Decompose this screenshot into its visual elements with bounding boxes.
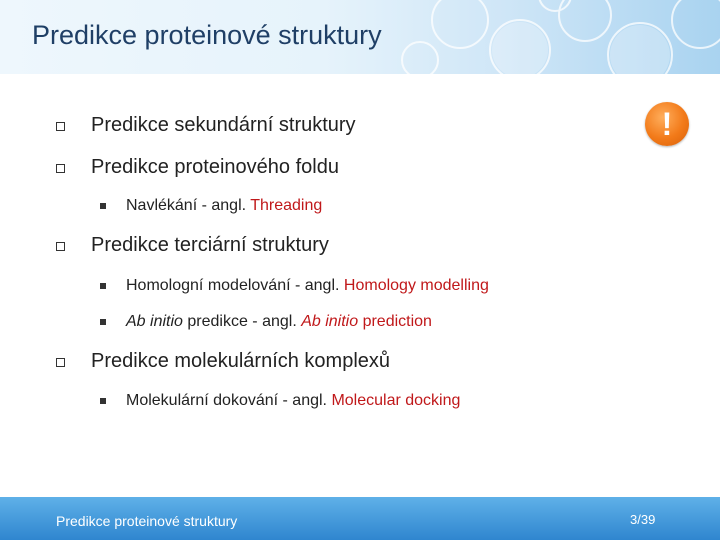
- checkbox-bullet-icon: [56, 122, 65, 131]
- list-item-label: Predikce molekulárních komplexů: [91, 350, 391, 372]
- english-term: Molecular docking: [331, 392, 461, 409]
- list-item-label: Predikce proteinového foldu: [91, 156, 339, 178]
- english-term: Threading: [250, 197, 323, 214]
- bubbles-decoration: [400, 0, 720, 74]
- footer-title: Predikce proteinové struktury: [56, 513, 238, 529]
- checkbox-bullet-icon: [56, 242, 65, 251]
- exclamation-icon: !: [645, 102, 689, 146]
- english-term: Ab initio prediction: [301, 313, 432, 330]
- square-bullet-icon: [100, 319, 106, 325]
- list-item-label: Predikce sekundární struktury: [91, 114, 356, 136]
- page-title: Predikce proteinové struktury: [32, 20, 382, 50]
- sub-item-label: predikce - angl.: [182, 313, 302, 330]
- latin-term: Ab initio: [126, 313, 183, 330]
- checkbox-bullet-icon: [56, 164, 65, 173]
- sub-item-label: Navlékání - angl.: [126, 197, 251, 214]
- page-number: 3/39: [630, 512, 656, 527]
- sub-item-label: Molekulární dokování - angl.: [126, 392, 332, 409]
- english-term: Homology modelling: [343, 277, 489, 294]
- checkbox-bullet-icon: [56, 358, 65, 367]
- square-bullet-icon: [100, 398, 106, 404]
- sub-item-label: Homologní modelování - angl.: [126, 277, 344, 294]
- square-bullet-icon: [100, 283, 106, 289]
- list-item-label: Predikce terciární struktury: [91, 234, 329, 256]
- slide-header: [0, 0, 720, 74]
- slide-footer: [0, 497, 720, 540]
- square-bullet-icon: [100, 203, 106, 209]
